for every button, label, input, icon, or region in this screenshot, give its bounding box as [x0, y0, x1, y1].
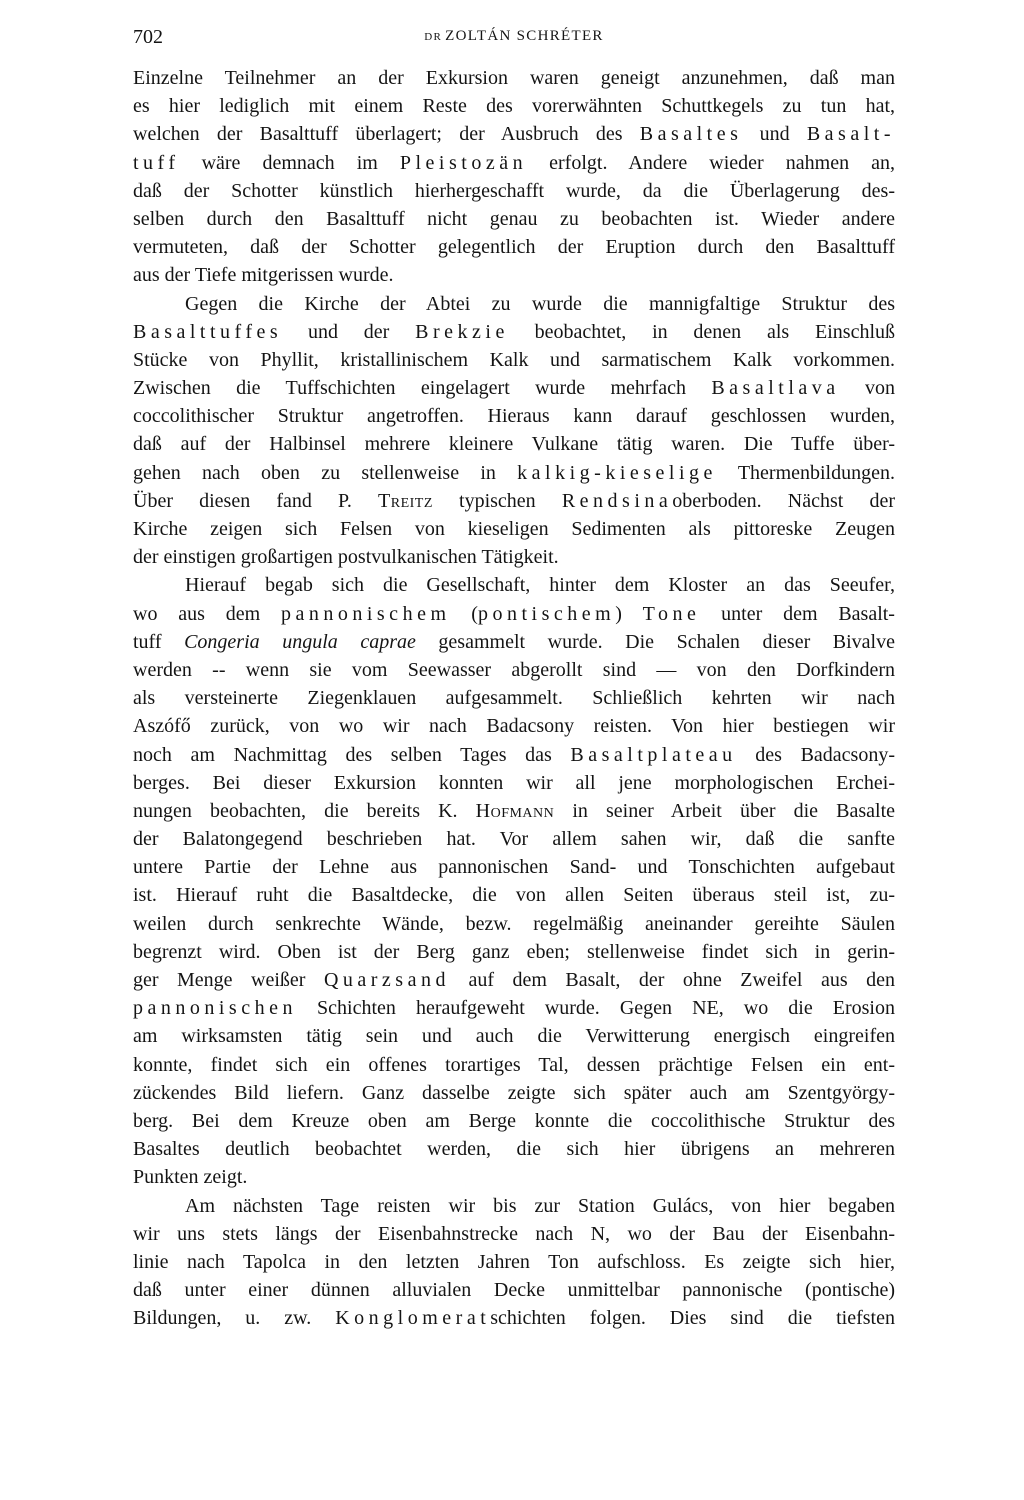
text-segment: berg. Bei dem Kreuze oben am Berge konnte die coccolithische Struktur des: [133, 1109, 895, 1132]
text-segment: wo aus dem: [133, 602, 281, 625]
spaced-term: Basalt-: [806, 123, 895, 146]
text-segment: berges. Bei dieser Exkursion konnten wir all jene morphologischen Erchei-: [133, 771, 895, 794]
text-segment: ): [615, 602, 643, 625]
text-segment: weilen durch senkrechte Wände, bezw. regelmäßig aneinander gereihte Säulen: [133, 912, 895, 935]
spaced-term: pannonischen: [133, 997, 297, 1020]
text-segment: gehen nach oben zu stellenweise in: [133, 461, 518, 484]
text-line: [133, 1304, 895, 1332]
text-segment: konnte, findet sich ein offenes torartiges Tal, dessen prächtige Felsen ein ent-: [133, 1053, 895, 1076]
text-line: [133, 712, 895, 740]
text-line: [133, 825, 895, 853]
text-segment: Schichten heraufgeweht wurde. Gegen NE, wo die Erosion: [296, 997, 895, 1020]
spaced-term: Konglomerat: [335, 1307, 491, 1330]
spaced-term: tuff: [133, 151, 180, 174]
text-line: [133, 966, 895, 994]
text-segment: Einzelne Teilnehmer an der Exkursion waren geneigt anzunehmen, daß man: [133, 67, 895, 89]
text-segment: linie nach Tapolca in den letzten Jahren Ton aufschloss. Es zeigte sich hier,: [133, 1250, 895, 1273]
text-line: [133, 149, 895, 177]
text-line: [133, 1192, 895, 1220]
text-line: [133, 402, 895, 430]
text-line: [133, 910, 895, 938]
text-segment: Über diesen fand P.: [133, 489, 379, 512]
spaced-term: Basalttuffes: [133, 320, 283, 343]
spaced-term: pontischem: [477, 602, 616, 625]
text-line: [133, 853, 895, 881]
text-segment: vermuteten, daß der Schotter gelegentlich der Eruption durch den Basalttuff: [133, 236, 895, 259]
author-citation: Hofmann: [475, 799, 555, 822]
text-segment: daß unter einer dünnen alluvialen Decke unmittelbar pannonische (pontische): [133, 1279, 895, 1302]
text-line: [133, 571, 895, 599]
text-segment: Stücke von Phyllit, kristallinischem Kalk und sarmatischem Kalk vorkommen.: [133, 348, 895, 371]
text-segment: unter dem Basalt-: [700, 602, 895, 625]
text-segment: Am nächsten Tage reisten wir bis zur Station Gulács, von hier begaben: [185, 1194, 895, 1217]
text-line: [133, 261, 895, 289]
text-segment: Bildungen, u. zw.: [133, 1307, 336, 1330]
text-line: [133, 177, 895, 205]
text-segment: tuff: [133, 630, 185, 653]
text-line: [133, 1220, 895, 1248]
text-segment: beobachtet, in denen als Einschluß: [508, 320, 895, 343]
text-segment: auf dem Basalt, der ohne Zweifel aus den: [449, 969, 895, 991]
spaced-term: Rendsina: [561, 489, 673, 512]
text-segment: der Balatongegend beschrieben hat. Vor allem sahen wir, daß die sanfte: [133, 828, 895, 851]
text-segment: erfolgt. Andere wieder nahmen an,: [527, 151, 895, 174]
body-text: [133, 64, 895, 1332]
text-line: [133, 515, 895, 543]
text-segment: aus der Tiefe mitgerissen wurde.: [133, 264, 394, 287]
text-segment: am wirksamsten tätig sein und auch die Verwitterung energisch eingreifen: [133, 1025, 895, 1048]
author-citation: Treitz: [378, 489, 433, 512]
text-line: [133, 741, 895, 769]
author-name: ZOLTÁN SCHRÉTER: [445, 28, 604, 44]
text-line: [133, 1022, 895, 1050]
text-line: [133, 233, 895, 261]
spaced-term: pannonischem: [280, 602, 451, 625]
text-segment: und der: [282, 320, 416, 343]
text-line: [133, 938, 895, 966]
text-segment: in seiner Arbeit über die Basalte: [554, 799, 896, 822]
text-segment: Basaltes deutlich beobachtet werden, die sich hier übrigens an mehreren: [133, 1138, 895, 1161]
text-line: [133, 92, 895, 120]
text-line: [133, 600, 895, 628]
text-line: [133, 374, 895, 402]
text-line: [133, 487, 895, 515]
text-segment: (: [450, 602, 478, 625]
running-head: [133, 28, 895, 45]
page-header: [133, 26, 895, 58]
page-number: 702: [133, 26, 163, 48]
text-segment: ist. Hierauf ruht die Basaltdecke, die von allen Seiten überaus steil ist, zu-: [133, 884, 895, 907]
text-segment: zückendes Bild liefern. Ganz dasselbe zeigte sich später auch am Szentgyörgy-: [133, 1081, 895, 1104]
text-line: [133, 769, 895, 797]
text-line: [133, 1248, 895, 1276]
text-line: [133, 346, 895, 374]
spaced-term: Quarzsand: [323, 969, 450, 991]
spaced-term: Brekzie: [415, 320, 509, 343]
text-segment: von: [839, 377, 896, 400]
text-line: [133, 881, 895, 909]
text-segment: als versteinerte Ziegenklauen aufgesammelt. Schließlich kehrten wir nach: [133, 687, 895, 710]
text-segment: Gegen die Kirche der Abtei zu wurde die mannigfaltige Struktur des: [185, 292, 895, 315]
text-line: [133, 459, 895, 487]
text-segment: daß auf der Halbinsel mehrere kleinere Vulkane tätig waren. Die Tuffe über-: [133, 433, 895, 456]
text-segment: gesammelt wurde. Die Schalen dieser Bivalve: [415, 630, 895, 653]
text-segment: der einstigen großartigen postvulkanischen Tätigkeit.: [133, 546, 559, 569]
text-line: [133, 994, 895, 1022]
text-line: [133, 543, 895, 571]
text-segment: wäre demnach im: [179, 151, 400, 174]
spaced-term: Tone: [642, 602, 701, 625]
spaced-term: Basaltes: [639, 123, 743, 146]
text-line: [133, 430, 895, 458]
text-line: [133, 318, 895, 346]
text-line: [133, 120, 895, 148]
text-segment: Aszófő zurück, von wo wir nach Badacsony reisten. Von hier bestiegen wir: [133, 715, 895, 738]
spaced-term: Basaltplateau: [570, 743, 737, 766]
spaced-term: kalkig-kieselige: [517, 461, 717, 484]
text-segment: Zwischen die Tuffschichten eingelagert wurde mehrfach: [133, 377, 712, 400]
text-segment: Thermenbildungen.: [716, 461, 895, 484]
text-line: [133, 290, 895, 318]
text-segment: selben durch den Basalttuff nicht genau zu beobachten ist. Wieder andere: [133, 207, 895, 230]
text-segment: noch am Nachmittag des selben Tages das: [133, 743, 571, 766]
text-line: [133, 656, 895, 684]
text-line: [133, 64, 895, 92]
author-prefix: DR: [424, 31, 443, 43]
text-segment: typischen: [432, 489, 562, 512]
text-segment: begrenzt wird. Oben ist der Berg ganz eben; stellenweise findet sich in gerin-: [133, 940, 895, 963]
text-segment: nungen beobachten, die bereits K.: [133, 799, 476, 822]
spaced-term: Pleistozän: [399, 151, 528, 174]
text-segment: Hierauf begab sich die Gesellschaft, hinter dem Kloster an das Seeufer,: [185, 574, 895, 597]
text-segment: daß der Schotter künstlich hierhergeschafft wurde, da die Überlagerung des-: [133, 179, 895, 202]
text-segment: schichten folgen. Dies sind die tiefsten: [490, 1307, 895, 1330]
text-line: [133, 797, 895, 825]
text-line: [133, 628, 895, 656]
text-segment: werden -- wenn sie vom Seewasser abgerollt sind — von den Dorfkindern: [133, 658, 895, 681]
text-segment: Kirche zeigen sich Felsen von kieseligen Sedimenten als pittoreske Zeugen: [133, 518, 895, 540]
text-segment: des Badacsony-: [736, 743, 895, 766]
text-segment: coccolithischer Struktur angetroffen. Hieraus kann darauf geschlossen wurden,: [133, 405, 895, 428]
text-segment: ger Menge weißer: [133, 969, 324, 991]
text-line: [133, 1051, 895, 1079]
text-segment: wir uns stets längs der Eisenbahnstrecke nach N, wo der Bau der Eisenbahn-: [133, 1222, 895, 1245]
text-segment: oberboden. Nächst der: [672, 489, 895, 512]
text-line: [133, 1163, 895, 1191]
spaced-term: Basaltlava: [711, 377, 840, 400]
text-line: [133, 1135, 895, 1163]
species-name: Congeria ungula caprae: [184, 630, 416, 653]
text-segment: es hier lediglich mit einem Reste des vorerwähnten Schuttkegels zu tun hat,: [133, 95, 895, 118]
text-line: [133, 1276, 895, 1304]
text-line: [133, 684, 895, 712]
text-segment: Punkten zeigt.: [133, 1166, 248, 1189]
text-segment: untere Partie der Lehne aus pannonischen Sand- und Tonschichten aufgebaut: [133, 856, 895, 879]
text-segment: und: [742, 123, 807, 146]
text-line: [133, 1107, 895, 1135]
text-line: [133, 205, 895, 233]
text-segment: welchen der Basalttuff überlagert; der Ausbruch des: [133, 123, 640, 146]
text-line: [133, 1079, 895, 1107]
